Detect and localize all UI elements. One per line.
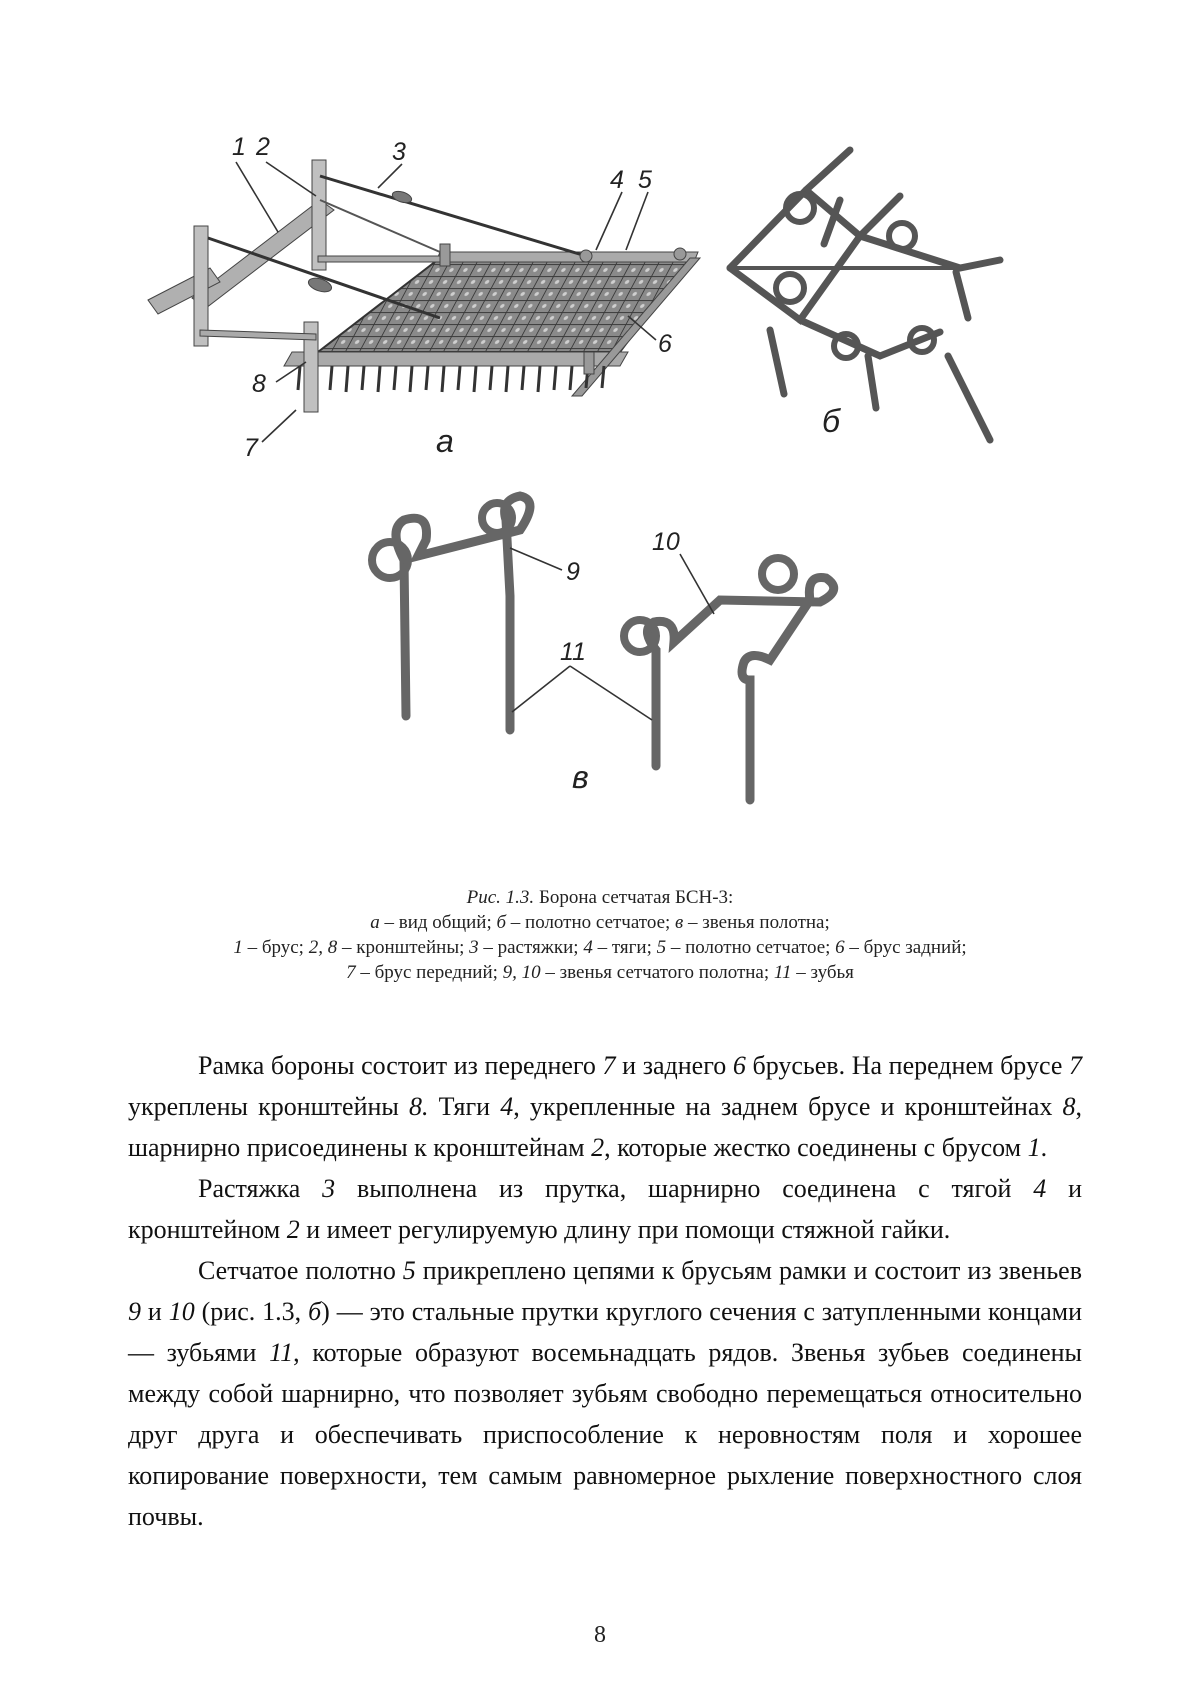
italic-ref: 8 (1062, 1092, 1076, 1121)
italic-ref: 2, 8 (308, 937, 338, 958)
text-run: – полотно сетчатое; (666, 937, 836, 958)
text-run: . (1040, 1133, 1048, 1162)
label-3: 3 (392, 138, 406, 166)
text-run: Растяжка (198, 1174, 323, 1203)
front-bar (284, 352, 628, 366)
text-run: выполнена из прутка, шарнирно соединена с тягой (335, 1174, 1034, 1203)
link-10 (647, 577, 833, 800)
sublabel-b: б (822, 403, 840, 439)
paragraph (128, 1045, 1082, 1168)
italic-ref: 7 (602, 1051, 616, 1080)
text-run: – растяжки; (478, 937, 584, 958)
italic-ref: б (308, 1297, 322, 1326)
tie-rod (320, 176, 586, 256)
italic-ref: а (370, 912, 380, 933)
text-run: ) — это стальные прутки круглого сечения с затупленными концами — зубьями (128, 1297, 1082, 1367)
italic-ref: 9 (128, 1297, 141, 1326)
text-run: – брус задний; (844, 937, 967, 958)
italic-ref: 1 (1027, 1133, 1041, 1162)
italic-ref: 9, 10 (502, 962, 541, 983)
text-run: – звенья сетчатого полотна; (540, 962, 774, 983)
italic-ref: 11 (269, 1338, 294, 1367)
italic-ref: 2 (591, 1133, 605, 1162)
label-8: 8 (252, 370, 266, 398)
text-run: (рис. 1.3, (194, 1297, 309, 1326)
figure-caption (100, 885, 1100, 985)
italic-ref: 5 (402, 1256, 416, 1285)
italic-ref: 10 (168, 1297, 195, 1326)
label-4: 4 (610, 166, 624, 194)
page-number: 8 (594, 1622, 606, 1648)
italic-ref: 7 (1068, 1051, 1082, 1080)
italic-ref: 4 (583, 937, 593, 958)
label-5: 5 (638, 166, 652, 194)
caption-line-2 (100, 910, 1100, 935)
paragraph (128, 1168, 1082, 1250)
label-6: 6 (658, 330, 672, 358)
italic-ref: 7 (346, 962, 356, 983)
text-run: прикреплено цепями к брусьям рамки и состоит из звеньев (415, 1256, 1082, 1285)
italic-ref: 11 (773, 962, 792, 983)
paragraph (128, 1250, 1082, 1537)
caption-line-3 (100, 935, 1100, 960)
text-run: и (141, 1297, 169, 1326)
rear-bar (436, 252, 698, 262)
sublabel-a: а (436, 423, 454, 459)
label-9: 9 (566, 558, 580, 586)
text-run: – звенья полотна; (683, 912, 830, 933)
italic-ref: 3 (469, 937, 479, 958)
caption-title: Борона сетчатая БСН-3: (534, 887, 734, 908)
italic-ref: 2 (286, 1215, 300, 1244)
text-run: , которые образуют восемьнадцать рядов. Звенья зубьев соединены между собой шарнирно, что позволяет зубьям свободно перемещаться относительно друг друга и обеспечивать приспособление к неровностям поля и хорошее копирование поверхности, тем самым равномерное рыхление поверхностного слоя почвы. (128, 1338, 1082, 1531)
italic-ref: 8. (409, 1092, 429, 1121)
teeth-row (298, 366, 604, 392)
view-v-links (372, 496, 834, 800)
view-b-mesh-detail (730, 150, 1000, 440)
caption-line-1 (100, 885, 1100, 910)
text-run: – тяги; (592, 937, 657, 958)
caption-prefix: Рис. 1.3. (466, 887, 535, 908)
text-run: – зубья (791, 962, 854, 983)
body-text (128, 1045, 1082, 1537)
text-run: – брус передний; (355, 962, 503, 983)
text-run: брусьев. На переднем брусе (745, 1051, 1069, 1080)
mesh-canvas (318, 258, 690, 352)
italic-ref: 4 (500, 1092, 514, 1121)
label-2: 2 (256, 133, 270, 161)
text-run: , которые жестко соединены с брусом (604, 1133, 1028, 1162)
text-run: и заднего (615, 1051, 733, 1080)
text-run: – брус; (242, 937, 309, 958)
text-run: – полотно сетчатое; (506, 912, 676, 933)
text-run: – кронштейны; (337, 937, 470, 958)
text-run: укреплены кронштейны (128, 1092, 410, 1121)
italic-ref: 3 (322, 1174, 336, 1203)
italic-ref: 6 (732, 1051, 746, 1080)
italic-ref: б (496, 912, 507, 933)
text-run: и имеет регулируемую длину при помощи стяжной гайки. (299, 1215, 951, 1244)
text-run: и кронштейном (128, 1174, 1082, 1244)
view-a-general (148, 160, 700, 412)
text-run: Рамка бороны состоит из переднего (198, 1051, 603, 1080)
label-1: 1 (232, 133, 246, 161)
label-7: 7 (244, 434, 258, 462)
italic-ref: 5 (656, 937, 667, 958)
italic-ref: 6 (835, 937, 845, 958)
text-run: – вид общий; (379, 912, 497, 933)
label-10: 10 (652, 528, 680, 556)
text-run: Сетчатое полотно (198, 1256, 403, 1285)
italic-ref: 1 (233, 937, 243, 958)
text-run: , шарнирно присоединены к кронштейнам (128, 1092, 1083, 1162)
text-run: , укрепленные на заднем брусе и кронштейнах (513, 1092, 1063, 1121)
text-run: Тяги (428, 1092, 501, 1121)
italic-ref: в (675, 912, 684, 933)
label-11: 11 (560, 638, 586, 666)
caption-line-4 (100, 960, 1100, 985)
sublabel-v: в (572, 759, 589, 795)
italic-ref: 4 (1033, 1174, 1047, 1203)
